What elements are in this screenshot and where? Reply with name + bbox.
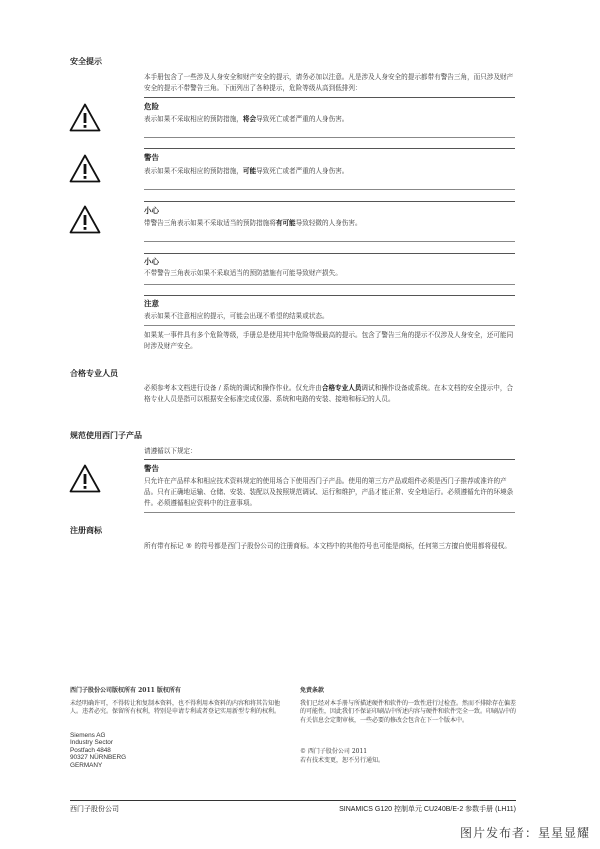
notice-title: 注意 (144, 299, 159, 308)
warning-triangle-icon (69, 103, 101, 132)
publisher-watermark: 图片发布者：星星显耀 (459, 826, 590, 840)
proper-use-warning-text: 只允许在产品样本和相应技术资料规定的使用场合下使用西门子产品。使用的第三方产品或组件必须是西门子推荐或准许的产品。只有正确地运输、仓储、安装、装配以及按照规范调试、运行和维护，产品才能正常、安全地运行。必须遵循允许的环境条件。必须遵循相应资料中的注意事项。 (144, 477, 514, 507)
divider (144, 189, 515, 190)
warning-triangle-icon (69, 464, 101, 493)
footer-document-title: SINAMICS G120 控制单元 CU240B/E-2 参数手册 (LH11) (339, 806, 516, 813)
divider (144, 137, 515, 138)
warning-triangle-icon (69, 205, 101, 234)
company-address (70, 732, 270, 769)
trademarks-text: 所有带有标记 ® 的符号都是西门子股份公司的注册商标。本文档中的其他符号也可能是商标，任何第三方擅自使用都将侵权。 (144, 542, 511, 550)
danger-title: 危险 (144, 102, 159, 111)
address-line: GERMANY (70, 761, 103, 769)
copyright-title: 西门子股份公司版权所有 2011 版权所有 (70, 687, 181, 694)
qualified-title: 合格专业人员 (70, 369, 118, 378)
proper-use-warning-title: 警告 (144, 464, 159, 473)
footer-rule (70, 800, 516, 801)
proper-use-intro: 请遵循以下规定： (144, 447, 197, 455)
safety-closing: 如果某一事件具有多个危险等级，手册总是使用其中危险等级最高的提示。包含了警告三角的提示不仅涉及人身安全，还可能同时涉及财产安全。 (144, 331, 514, 350)
copyright-text: 未经明确许可，不得转让和复制本资料，也不得利用本资料的内容和将其告知他人。违者必究。保留所有权利，特别是申请专利或者登记实用新型专利的权利。 (70, 700, 281, 716)
divider (144, 148, 515, 149)
caution-text: 不带警告三角表示如果不采取适当的预防措施有可能导致财产损失。 (144, 269, 342, 277)
disclaimer-text: 我们已经对本手册与所描述硬件和软件的一致性进行过检查。然而不排除存在偏差的可能性，因此我们不保证印刷品中所述内容与硬件和软件完全一致。印刷品中的有关信息会定期审核，一些必要的修改会包含在下一个版本中。 (300, 700, 517, 724)
divider (144, 253, 515, 254)
warning-triangle-icon (69, 154, 101, 183)
caution-title: 小心 (144, 257, 159, 266)
qualified-text: 必须参考本文档进行设备 / 系统的调试和操作作业。仅允许由合格专业人员调试和操作设备或系统。在本文档的安全提示中，合格专业人员是指可以根据安全标准完成仪器、系统和电路的安装、接地和标记的人员。 (144, 384, 514, 403)
address-line: Industry Sector (70, 739, 113, 747)
divider (144, 201, 515, 202)
address-line: 90327 NÜRNBERG (70, 754, 127, 762)
caution-triangle-text: 带警告三角表示如果不采取适当的预防措施将有可能导致轻微的人身伤害。 (144, 219, 362, 227)
safety-title: 安全提示 (70, 57, 102, 66)
divider (144, 325, 515, 326)
divider (144, 241, 515, 242)
disclaimer-copyright: © 西门子股份公司 2011 (300, 748, 368, 755)
footer-company: 西门子股份公司 (70, 806, 119, 813)
disclaimer-note: 若有技术变更，恕不另行通知。 (300, 757, 385, 764)
address-line: Siemens AG (70, 732, 106, 739)
disclaimer-title: 免责条款 (300, 687, 325, 694)
trademarks-title: 注册商标 (70, 526, 102, 535)
divider (144, 284, 515, 285)
proper-use-title: 规范使用西门子产品 (70, 431, 142, 440)
address-line: Postfach 4848 (70, 746, 111, 754)
notice-text: 表示如果不注意相应的提示，可能会出现不希望的结果或状态。 (144, 312, 329, 320)
divider (144, 459, 515, 460)
danger-text: 表示如果不采取相应的预防措施，将会导致死亡或者严重的人身伤害。 (144, 115, 349, 123)
divider (144, 295, 515, 296)
warning-text: 表示如果不采取相应的预防措施，可能导致死亡或者严重的人身伤害。 (144, 167, 349, 175)
safety-intro: 本手册包含了一些涉及人身安全和财产安全的提示，请务必加以注意。凡是涉及人身安全的提示都带有警告三角，而只涉及财产安全的提示不带警告三角。下面列出了各种提示，危险等级从高到低排列： (144, 73, 514, 92)
divider (144, 512, 515, 513)
caution-triangle-title: 小心 (144, 206, 159, 215)
divider (144, 97, 515, 98)
warning-title: 警告 (144, 153, 159, 162)
